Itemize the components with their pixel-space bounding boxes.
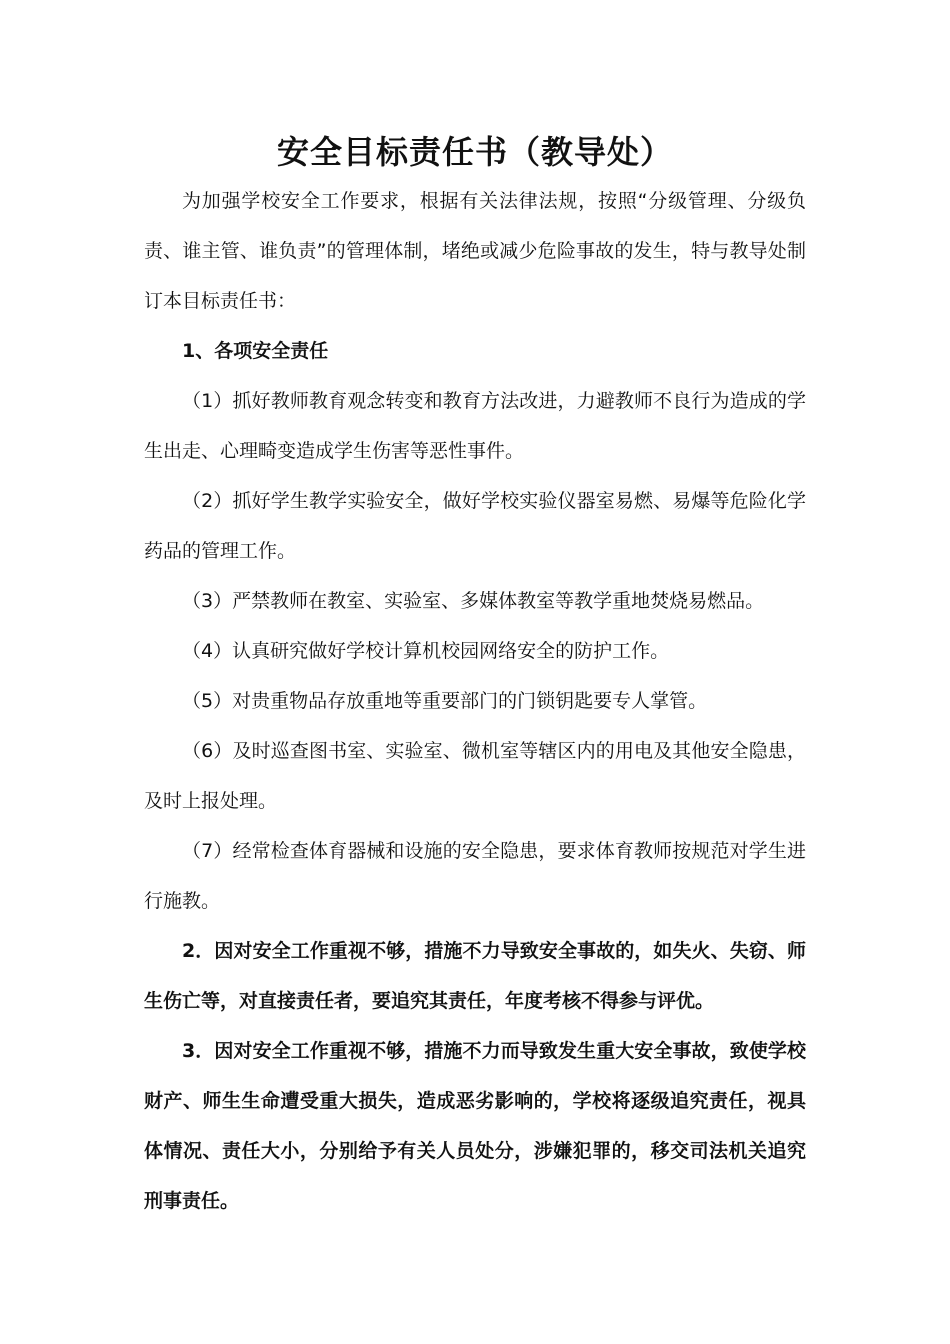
list-item: （4）认真研究做好学校计算机校园网络安全的防护工作。 (182, 640, 670, 662)
list-item: （1）抓好教师教育观念转变和教育方法改进，力避教师不良行为造成的学生出走、心理畸变造成学生伤害等恶性事件。 (144, 390, 806, 462)
section-2-paragraph: 2．因对安全工作重视不够，措施不力导致安全事故的，如失火、失窃、师生伤亡等，对直接责任者，要追究其责任，年度考核不得参与评优。 (144, 940, 806, 1012)
list-item: （7）经常检查体育器械和设施的安全隐患，要求体育教师按规范对学生进行施教。 (144, 840, 806, 912)
list-item: （6）及时巡查图书室、实验室、微机室等辖区内的用电及其他安全隐患，及时上报处理。 (144, 740, 806, 812)
document-title: 安全目标责任书（教导处） (276, 133, 673, 171)
list-item: （5）对贵重物品存放重地等重要部门的门锁钥匙要专人掌管。 (182, 690, 708, 712)
list-item: （3）严禁教师在教室、实验室、多媒体教室等教学重地焚烧易燃品。 (182, 590, 765, 612)
intro-paragraph: 为加强学校安全工作要求，根据有关法律法规，按照“分级管理、分级负责、谁主管、谁负责”的管理体制，堵绝或减少危险事故的发生，特与教导处制订本目标责任书： (144, 190, 806, 312)
section-3-paragraph: 3．因对安全工作重视不够，措施不力而导致发生重大安全事故，致使学校财产、师生生命遭受重大损失，造成恶劣影响的，学校将逐级追究责任，视具体情况、责任大小，分别给予有关人员处分，涉嫌犯罪的，移交司法机关追究刑事责任。 (144, 1040, 806, 1212)
section-heading-1: 1、各项安全责任 (182, 340, 329, 362)
list-item: （2）抓好学生教学实验安全，做好学校实验仪器室易燃、易爆等危险化学药品的管理工作。 (144, 490, 806, 562)
document-body (144, 176, 806, 1226)
